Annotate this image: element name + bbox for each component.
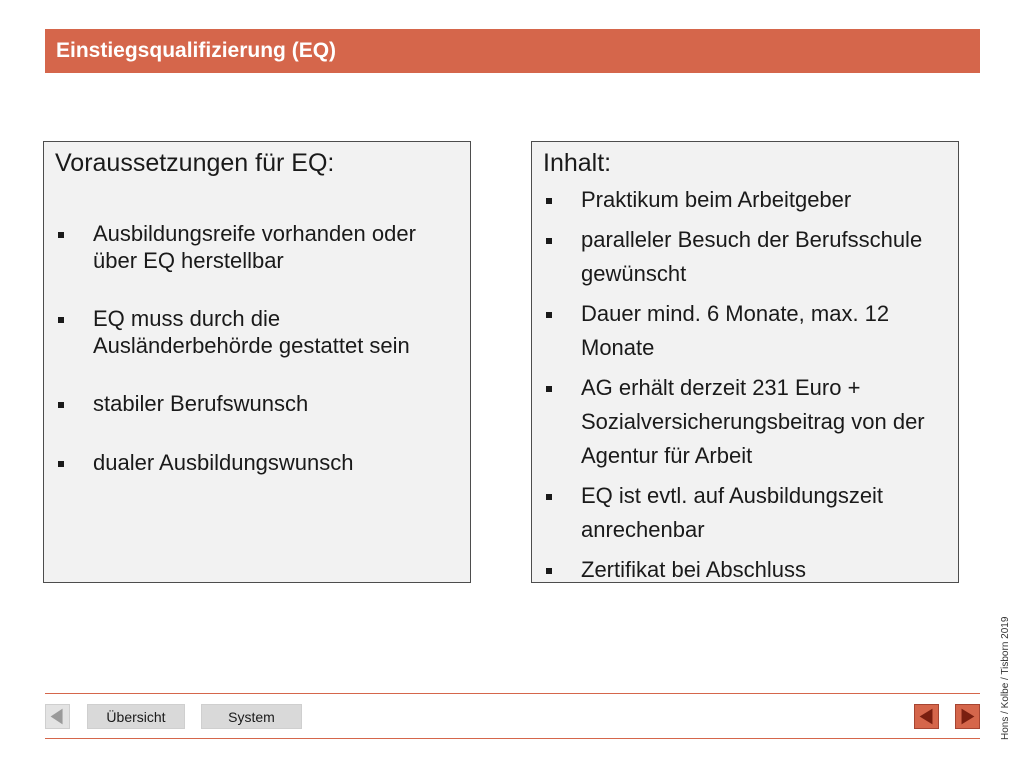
arrow-right-icon [956, 705, 979, 728]
list-item: Zertifikat bei Abschluss [532, 553, 952, 587]
previous-slide-button[interactable] [914, 704, 939, 729]
square-bullet-icon [546, 568, 552, 574]
list-item: EQ muss durch die Ausländerbehörde gestattet sein [44, 305, 464, 359]
square-bullet-icon [58, 461, 64, 467]
footer-divider-bottom [45, 738, 980, 739]
square-bullet-icon [546, 494, 552, 500]
square-bullet-icon [546, 312, 552, 318]
system-button[interactable]: System [201, 704, 302, 729]
list-item: Dauer mind. 6 Monate, max. 12 Monate [532, 297, 952, 365]
square-bullet-icon [546, 238, 552, 244]
list-item: stabiler Berufswunsch [44, 390, 464, 417]
slide-title: Einstiegsqualifizierung (EQ) [56, 39, 337, 62]
list-item: Praktikum beim Arbeitgeber [532, 183, 952, 217]
square-bullet-icon [546, 198, 552, 204]
footer-divider-top [45, 693, 980, 694]
arrow-left-icon [915, 705, 938, 728]
overview-button[interactable]: Übersicht [87, 704, 185, 729]
requirements-heading: Voraussetzungen für EQ: [55, 149, 335, 177]
triangle-left-icon [46, 705, 69, 728]
square-bullet-icon [546, 386, 552, 392]
back-button[interactable] [45, 704, 70, 729]
requirements-list [44, 220, 464, 507]
square-bullet-icon [58, 232, 64, 238]
list-item: Ausbildungsreife vorhanden oder über EQ herstellbar [44, 220, 464, 274]
list-item: AG erhält derzeit 231 Euro + Sozialversicherungsbeitrag von der Agentur für Arbeit [532, 371, 952, 473]
author-credit: Hons / Kolbe / Tisborn 2019 [1000, 616, 1011, 740]
square-bullet-icon [58, 317, 64, 323]
list-item: EQ ist evtl. auf Ausbildungszeit anrechenbar [532, 479, 952, 547]
square-bullet-icon [58, 402, 64, 408]
next-slide-button[interactable] [955, 704, 980, 729]
list-item: dualer Ausbildungswunsch [44, 449, 464, 476]
title-bar [45, 29, 980, 73]
content-list [532, 183, 952, 593]
list-item: paralleler Besuch der Berufsschule gewünscht [532, 223, 952, 291]
content-box [531, 141, 959, 583]
requirements-box [43, 141, 471, 583]
content-heading: Inhalt: [543, 149, 612, 177]
